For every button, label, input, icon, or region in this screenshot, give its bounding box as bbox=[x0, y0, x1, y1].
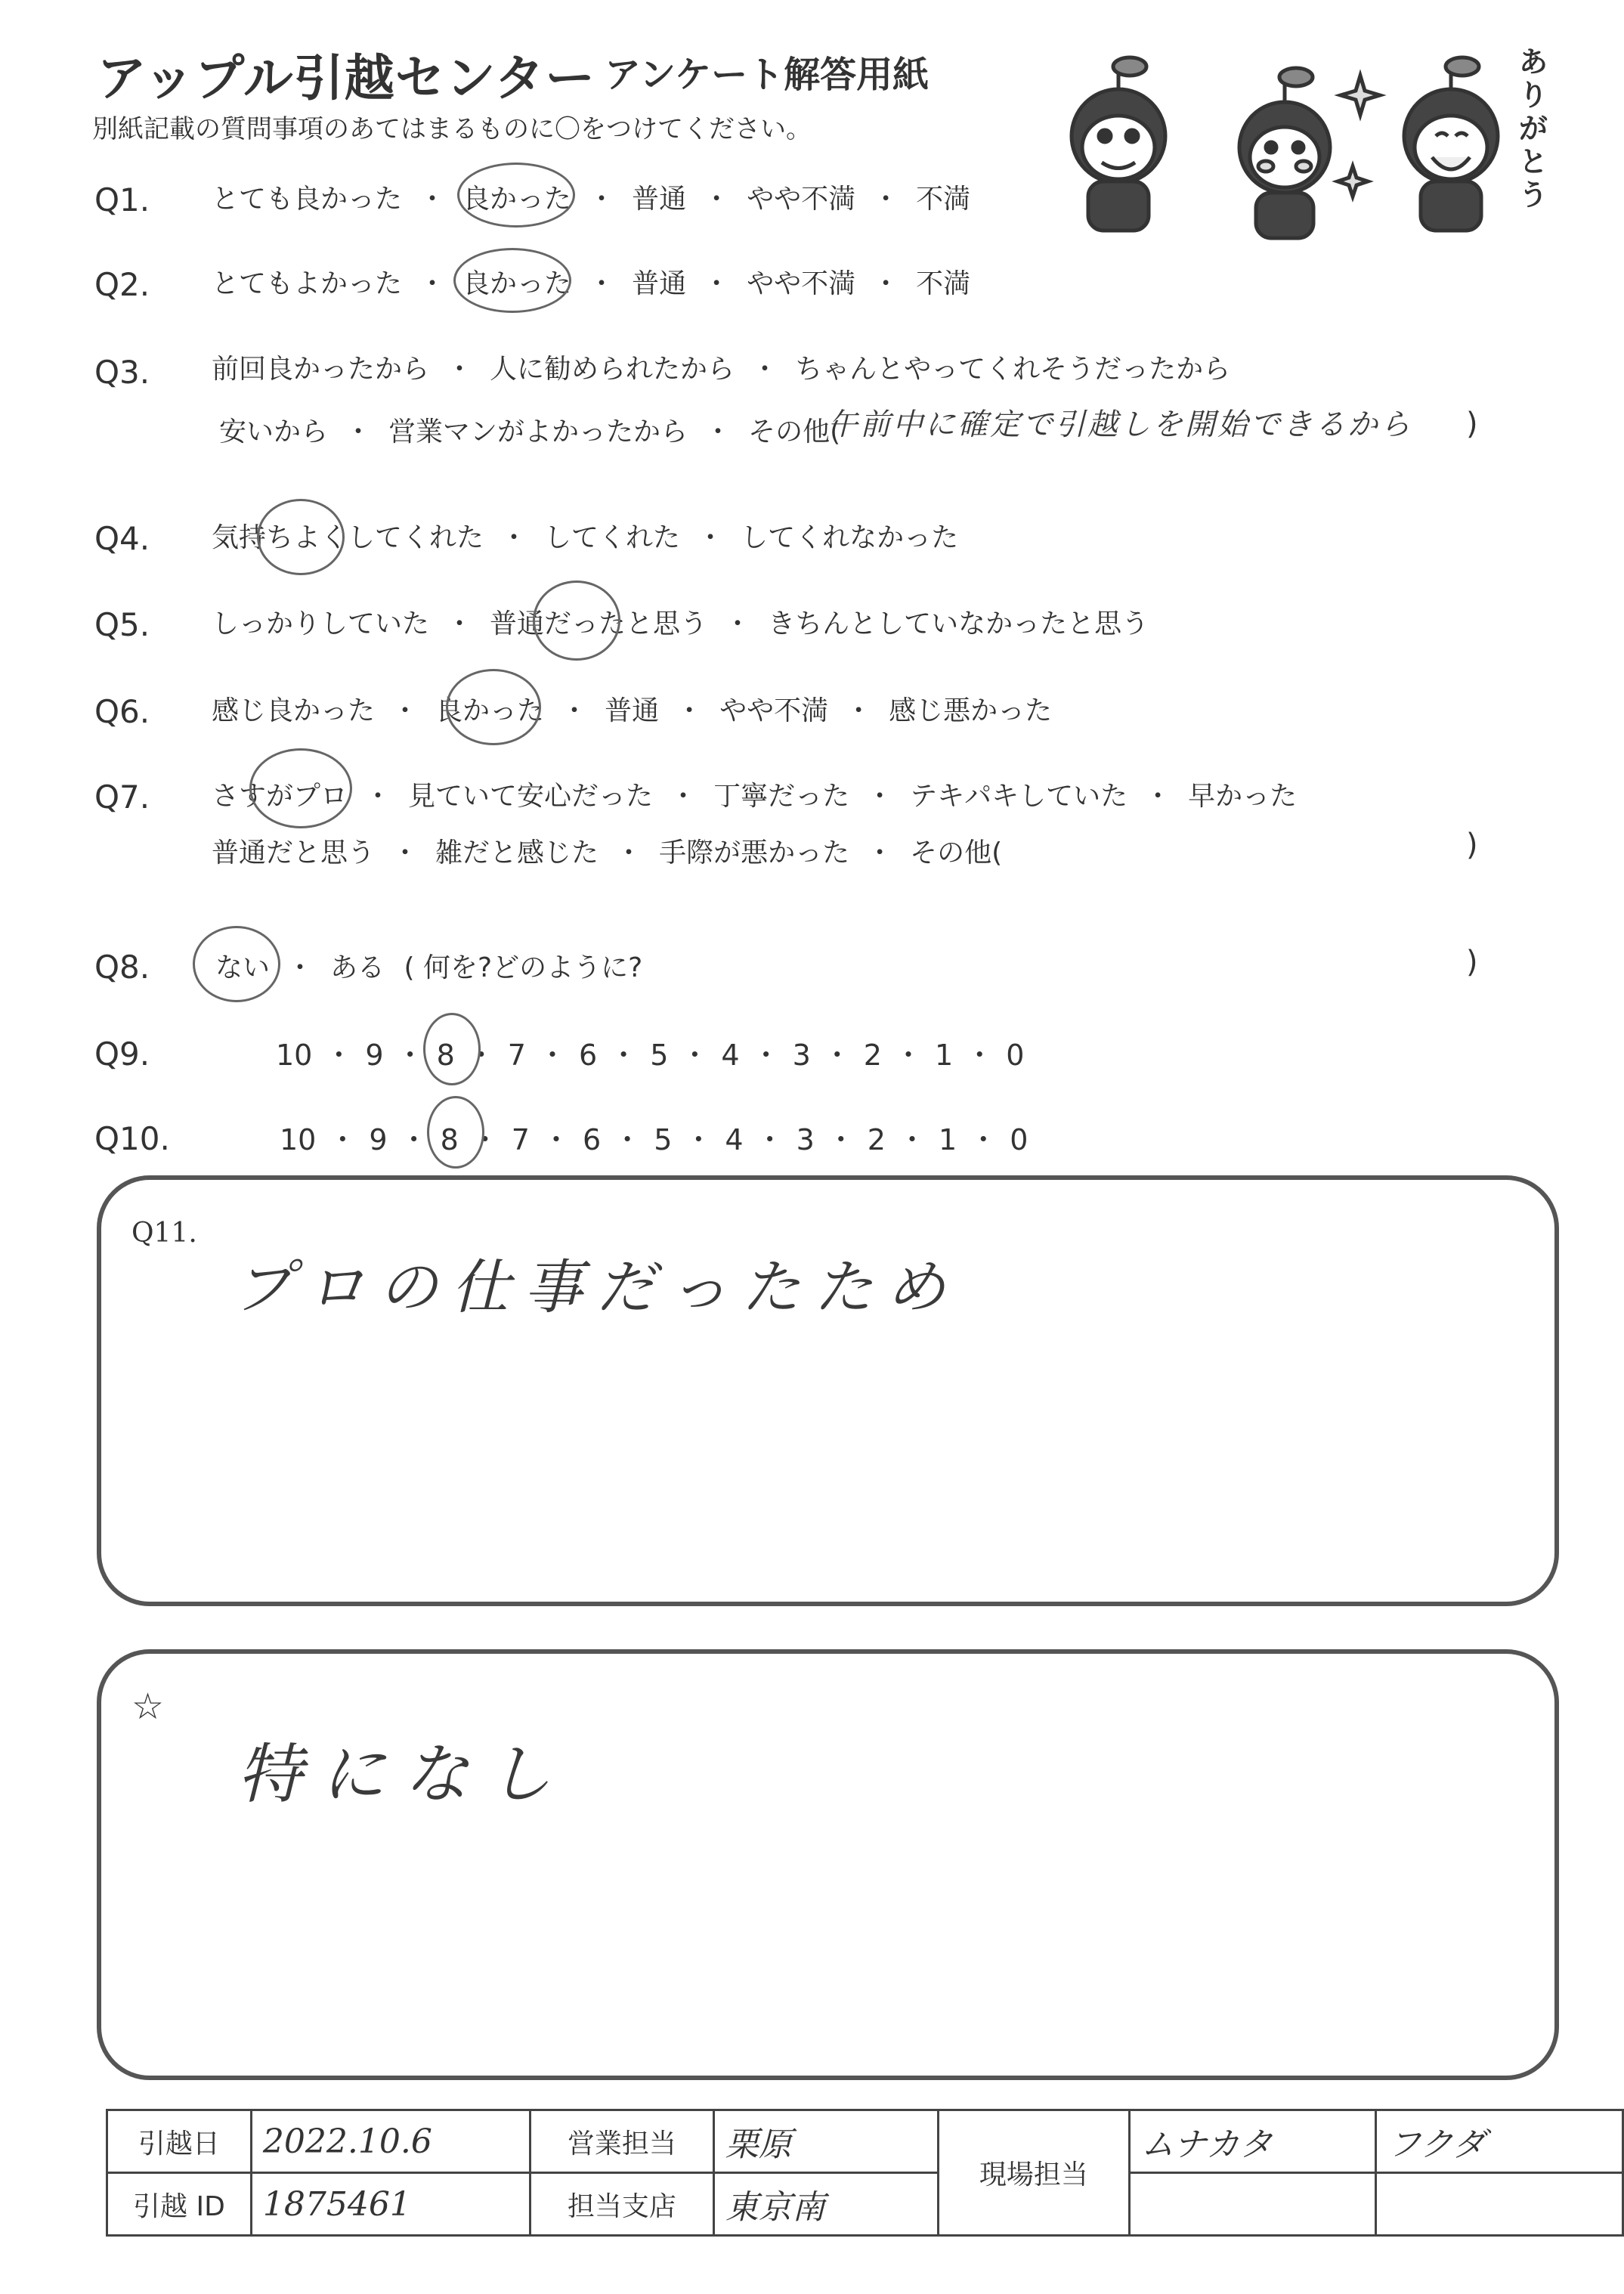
q5-option[interactable]: 普通だったと思う bbox=[490, 608, 708, 639]
site-staff-2[interactable]: フクダ bbox=[1376, 2110, 1623, 2173]
q5-option[interactable]: しっかりしていた bbox=[212, 608, 430, 639]
q7-option[interactable]: 丁寧だった bbox=[713, 781, 850, 812]
q6-options: 感じ良かった ・ 良かった ・ 普通 ・ やや不満 ・ 感じ悪かった bbox=[212, 695, 1053, 726]
q8-option-no[interactable]: ない bbox=[215, 952, 271, 983]
q7-label: Q7. bbox=[94, 779, 150, 816]
branch-value[interactable]: 東京南 bbox=[713, 2173, 938, 2236]
q9-score[interactable]: 2 bbox=[863, 1039, 882, 1072]
q10-score[interactable]: 2 bbox=[867, 1123, 886, 1156]
q2-option[interactable]: 良かった bbox=[462, 268, 572, 299]
q8-detail: ( 何を?どのように? bbox=[404, 952, 643, 983]
q6-option[interactable]: 感じ良かった bbox=[212, 695, 376, 726]
q9-score[interactable]: 4 bbox=[721, 1039, 740, 1072]
q2-options: とてもよかった ・ 良かった ・ 普通 ・ やや不満 ・ 不満 bbox=[212, 268, 971, 299]
branch-label: 担当支店 bbox=[530, 2173, 713, 2236]
q7-options-line1: さすがプロ ・ 見ていて安心だった ・ 丁寧だった ・ テキパキしていた ・ 早かった bbox=[212, 781, 1298, 812]
q2-option[interactable]: やや不満 bbox=[747, 268, 856, 299]
q10-score[interactable]: 0 bbox=[1010, 1123, 1029, 1156]
q10-score[interactable]: 3 bbox=[796, 1123, 815, 1156]
instruction-text: 別紙記載の質問事項のあてはまるものに〇をつけてください。 bbox=[92, 114, 812, 144]
q8-option-yes[interactable]: ある bbox=[330, 952, 385, 983]
site-staff-empty-2[interactable] bbox=[1376, 2173, 1623, 2236]
q10-score[interactable]: 5 bbox=[654, 1123, 673, 1156]
footer-info-table bbox=[106, 2109, 1624, 2237]
q7-option[interactable]: その他( bbox=[910, 837, 1003, 868]
site-staff-empty-1[interactable] bbox=[1129, 2173, 1376, 2236]
q1-answer-circle bbox=[457, 163, 575, 228]
q11-answer: プロの仕事だったため bbox=[234, 1254, 960, 1322]
q1-option[interactable]: 普通 bbox=[632, 184, 687, 215]
q6-option[interactable]: 普通 bbox=[605, 695, 660, 726]
q7-option[interactable]: 手際が悪かった bbox=[659, 837, 850, 868]
comment-box[interactable] bbox=[97, 1649, 1559, 2080]
q4-options: 気持ちよくしてくれた ・ してくれた ・ してくれなかった bbox=[212, 522, 959, 553]
q8-options: ない ・ ある ( 何を?どのように? bbox=[215, 952, 643, 983]
q1-option[interactable]: 不満 bbox=[916, 184, 971, 215]
q7-option[interactable]: さすがプロ bbox=[212, 781, 348, 812]
q1-option[interactable]: 良かった bbox=[462, 184, 572, 215]
q6-label: Q6. bbox=[94, 693, 150, 730]
q8-close: ) bbox=[1466, 945, 1478, 980]
q7-option[interactable]: 見ていて安心だった bbox=[408, 781, 654, 812]
q4-answer-circle bbox=[257, 499, 345, 575]
q10-scale: 10 ・ 9 ・ 8 ・ 7 ・ 6 ・ 5 ・ 4 ・ 3 ・ 2 ・ 1 ・ 0 bbox=[280, 1123, 1029, 1156]
q6-option[interactable]: やや不満 bbox=[719, 695, 829, 726]
q10-label: Q10. bbox=[94, 1120, 170, 1157]
q3-other-close: ) bbox=[1466, 407, 1478, 441]
move-date-label: 引越日 bbox=[107, 2110, 252, 2173]
move-id-label: 引越 ID bbox=[107, 2173, 252, 2236]
q3-option[interactable]: 安いから bbox=[219, 416, 329, 447]
q6-option[interactable]: 感じ悪かった bbox=[889, 695, 1053, 726]
move-date-value[interactable]: 2022.10.6 bbox=[251, 2110, 530, 2173]
q4-option[interactable]: してくれなかった bbox=[741, 522, 959, 553]
q5-answer-circle bbox=[533, 580, 620, 661]
q6-answer-circle bbox=[446, 669, 541, 745]
q9-score[interactable]: 3 bbox=[792, 1039, 811, 1072]
q9-score[interactable]: 6 bbox=[578, 1039, 598, 1072]
q2-answer-circle bbox=[453, 248, 571, 313]
q10-score[interactable]: 6 bbox=[582, 1123, 602, 1156]
q7-answer-circle bbox=[249, 748, 352, 828]
q1-option[interactable]: とても良かった bbox=[212, 184, 403, 215]
q1-option[interactable]: やや不満 bbox=[747, 184, 856, 215]
q10-score[interactable]: 1 bbox=[939, 1123, 957, 1156]
sales-value[interactable]: 栗原 bbox=[713, 2110, 938, 2173]
thanks-label: ありがとう bbox=[1519, 45, 1548, 212]
sales-label: 営業担当 bbox=[530, 2110, 713, 2173]
q7-option[interactable]: 早かった bbox=[1188, 781, 1298, 812]
q2-option[interactable]: 普通 bbox=[632, 268, 687, 299]
q10-score[interactable]: 10 bbox=[280, 1123, 317, 1156]
q5-option[interactable]: きちんとしていなかったと思う bbox=[768, 608, 1149, 639]
q3-options-line1: 前回良かったから ・ 人に勧められたから ・ ちゃんとやってくれそうだったから bbox=[212, 354, 1231, 385]
q5-options: しっかりしていた ・ 普通だったと思う ・ きちんとしていなかったと思う bbox=[212, 608, 1149, 639]
q9-label: Q9. bbox=[94, 1036, 150, 1073]
q4-option[interactable]: 気持ちよくしてくれた bbox=[212, 522, 484, 553]
q9-score[interactable]: 8 bbox=[436, 1039, 455, 1072]
q9-score[interactable]: 5 bbox=[650, 1039, 669, 1072]
q7-option[interactable]: 普通だと思う bbox=[212, 837, 376, 868]
q3-option[interactable]: その他( bbox=[748, 416, 841, 447]
q3-options-line2: 安いから ・ 営業マンがよかったから ・ その他( bbox=[219, 416, 841, 447]
q5-label: Q5. bbox=[94, 606, 150, 643]
q7-option[interactable]: テキパキしていた bbox=[910, 781, 1128, 812]
form-subtitle: アンケート解答用紙 bbox=[605, 54, 930, 96]
q6-option[interactable]: 良かった bbox=[435, 695, 545, 726]
q9-score[interactable]: 10 bbox=[276, 1039, 313, 1072]
site-staff-1[interactable]: ムナカタ bbox=[1129, 2110, 1376, 2173]
q2-option[interactable]: 不満 bbox=[916, 268, 971, 299]
move-id-value[interactable]: 1875461 bbox=[251, 2173, 530, 2236]
q11-label: Q11. bbox=[131, 1218, 197, 1249]
q1-label: Q1. bbox=[94, 181, 150, 218]
q3-option[interactable]: 営業マンがよかったから bbox=[388, 416, 688, 447]
q10-score[interactable]: 4 bbox=[725, 1123, 744, 1156]
q3-label: Q3. bbox=[94, 354, 150, 391]
q9-score[interactable]: 0 bbox=[1006, 1039, 1025, 1072]
q8-answer-circle bbox=[193, 926, 280, 1002]
q10-score[interactable]: 7 bbox=[511, 1123, 530, 1156]
q3-option[interactable]: ちゃんとやってくれそうだったから bbox=[795, 354, 1231, 385]
site-label: 現場担当 bbox=[938, 2110, 1129, 2236]
q9-answer-circle bbox=[423, 1013, 481, 1085]
comment-answer: 特になし bbox=[237, 1737, 570, 1813]
company-title: アップル引越センター bbox=[97, 49, 596, 107]
q3-other-answer: 午前中に確定で引越しを開始できるから bbox=[827, 407, 1412, 442]
q7-option[interactable]: 雑だと感じた bbox=[435, 837, 599, 868]
star-icon: ☆ bbox=[131, 1686, 165, 1728]
q10-score[interactable]: 9 bbox=[369, 1123, 388, 1156]
q2-option[interactable]: とてもよかった bbox=[212, 268, 403, 299]
q3-option[interactable]: 人に勧められたから bbox=[490, 354, 735, 385]
q9-score[interactable]: 7 bbox=[507, 1039, 526, 1072]
q9-score[interactable]: 9 bbox=[365, 1039, 384, 1072]
q9-scale: 10 ・ 9 ・ 8 ・ 7 ・ 6 ・ 5 ・ 4 ・ 3 ・ 2 ・ 1 ・ 0 bbox=[276, 1039, 1025, 1072]
q2-label: Q2. bbox=[94, 266, 150, 303]
q11-answer-box[interactable] bbox=[97, 1175, 1559, 1606]
q1-options: とても良かった ・ 良かった ・ 普通 ・ やや不満 ・ 不満 bbox=[212, 184, 971, 215]
monkey-mascot-icon bbox=[1035, 30, 1557, 242]
q4-option[interactable]: してくれた bbox=[544, 522, 681, 553]
q7-options-line2: 普通だと思う ・ 雑だと感じた ・ 手際が悪かった ・ その他( bbox=[212, 837, 1003, 868]
q8-label: Q8. bbox=[94, 949, 150, 986]
q10-score[interactable]: 8 bbox=[440, 1123, 459, 1156]
q4-label: Q4. bbox=[94, 520, 150, 557]
q10-answer-circle bbox=[427, 1096, 484, 1169]
q3-option[interactable]: 前回良かったから bbox=[212, 354, 430, 385]
q7-other-close: ) bbox=[1466, 828, 1478, 862]
q9-score[interactable]: 1 bbox=[935, 1039, 954, 1072]
